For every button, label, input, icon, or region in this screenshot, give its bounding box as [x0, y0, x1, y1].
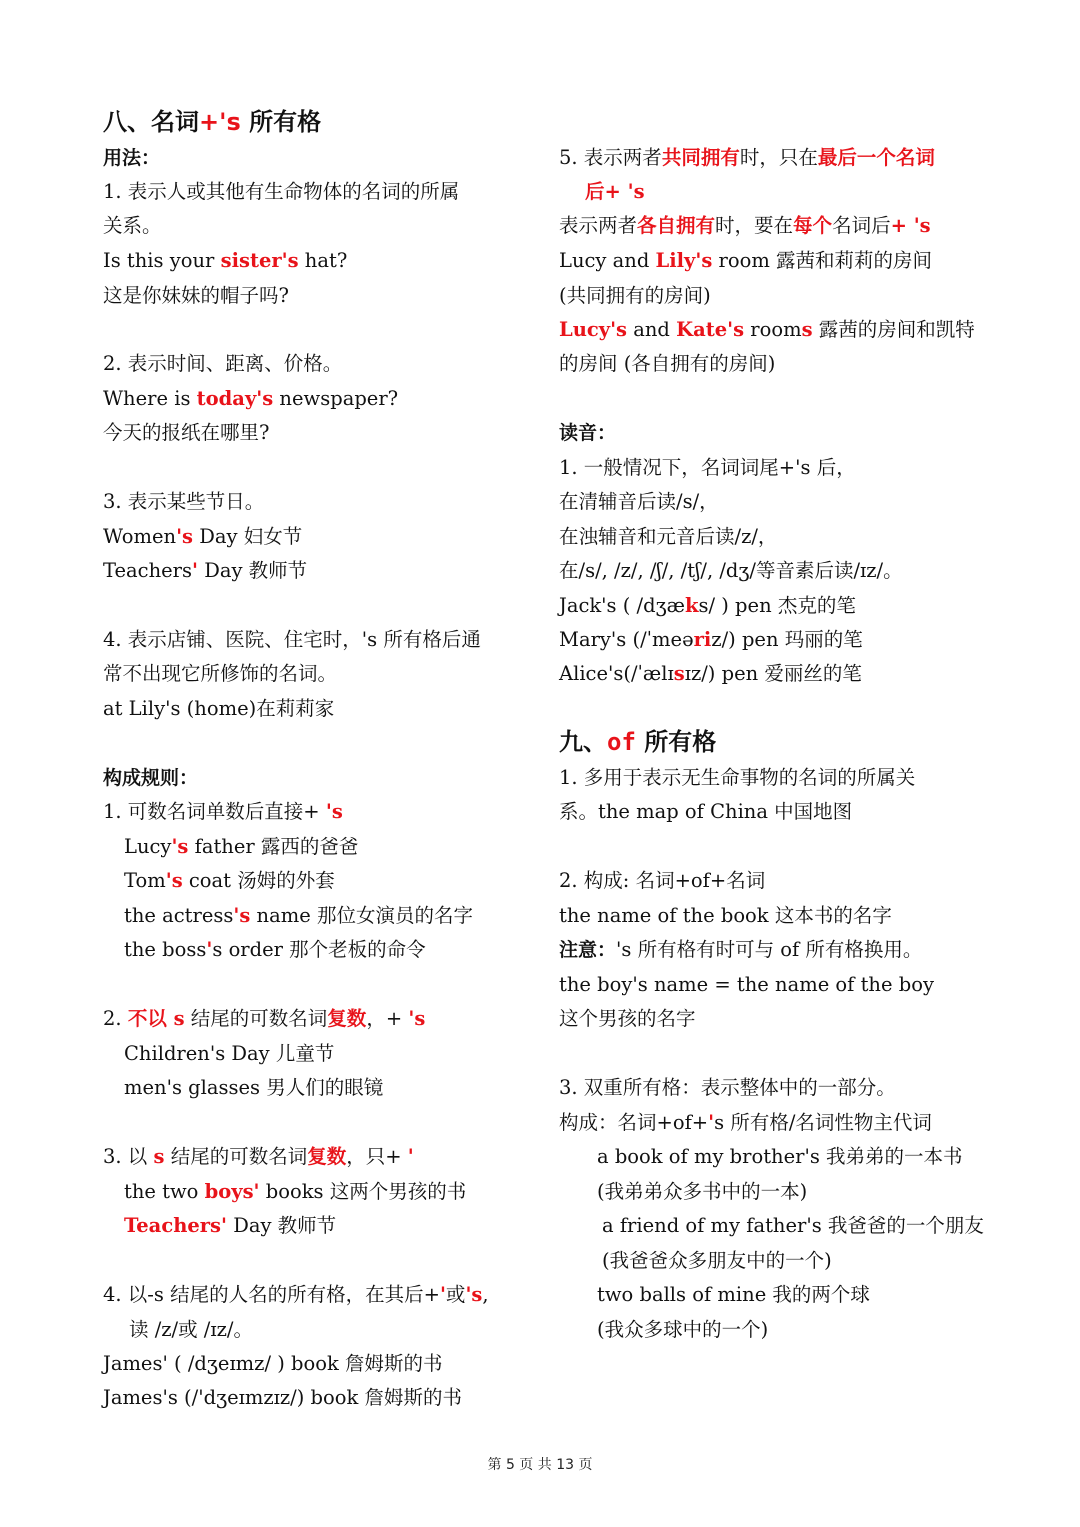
- usage-5-line-b: 后+ 's: [585, 180, 645, 203]
- pron-example-3: Alice's(/ˈælɪsɪz/) pen 爱丽丝的笔: [559, 662, 862, 685]
- usage-1-translation: 这是你妹妹的帽子吗?: [103, 284, 289, 307]
- usage-1-line-a: 1. 表示人或其他有生命物体的名词的所属: [103, 180, 460, 203]
- of-3-example-1-note: (我弟弟众多书中的一本): [597, 1180, 808, 1203]
- usage-label: 用法：: [103, 147, 161, 169]
- of-1-line-b: 系。the map of China 中国地图: [559, 800, 853, 823]
- usage-5-line-a: 5. 表示两者共同拥有时，只在最后一个名词: [559, 146, 935, 169]
- rule-3: 3. 以 s 结尾的可数名词复数，只+ ': [103, 1145, 414, 1168]
- rule-1-example-3: the actress's name 那位女演员的名字: [124, 904, 473, 927]
- of-3-example-2-note: (我爸爸众多朋友中的一个): [602, 1249, 832, 1272]
- of-3-example-2: a friend of my father's 我爸爸的一个朋友: [602, 1214, 984, 1237]
- of-2-example-2: the boy's name = the name of the boy: [559, 973, 934, 996]
- pron-3: 在浊辅音和元音后读/z/，: [559, 525, 778, 548]
- rule-1-example-1: Lucy's father 露西的爸爸: [124, 835, 359, 858]
- usage-5-example-1-note: (共同拥有的房间): [559, 284, 711, 307]
- usage-1-line-b: 关系。: [103, 214, 162, 237]
- usage-5-line-c: 表示两者各自拥有时，要在每个名词后+ 's: [559, 214, 931, 237]
- section-heading-9: 九、of 所有格: [559, 728, 717, 756]
- usage-4-line-a: 4. 表示店铺、医院、住宅时，'s 所有格后通: [103, 628, 481, 651]
- pron-1: 1. 一般情况下，名词词尾+'s 后，: [559, 456, 856, 479]
- of-3: 3. 双重所有格：表示整体中的一部分。: [559, 1076, 896, 1099]
- rule-1: 1. 可数名词单数后直接+ 's: [103, 800, 343, 823]
- rule-3-example-2: Teachers' Day 教师节: [124, 1214, 337, 1237]
- of-3-example-3-note: (我众多球中的一个): [597, 1318, 769, 1341]
- rule-3-example-1: the two boys' books 这两个男孩的书: [124, 1180, 467, 1203]
- rule-4-example-2: James's (/'dʒeɪmzɪz/) book 詹姆斯的书: [103, 1386, 462, 1409]
- usage-3-example-2: Teachers' Day 教师节: [103, 559, 308, 582]
- rule-2-example-2: men's glasses 男人们的眼镜: [124, 1076, 384, 1099]
- rule-1-example-2: Tom's coat 汤姆的外套: [124, 869, 335, 892]
- rule-1-example-4: the boss's order 那个老板的命令: [124, 938, 426, 961]
- pron-2: 在清辅音后读/s/，: [559, 490, 719, 513]
- pron-4: 在/s/, /z/, /ʃ/, /tʃ/, /dʒ/等音素后读/ɪz/。: [559, 559, 903, 582]
- rule-4-example-1: James' ( /dʒeɪmz/ ) book 詹姆斯的书: [103, 1352, 443, 1375]
- rule-4-line-b: 读 /z/或 /ɪz/。: [129, 1318, 253, 1341]
- usage-2: 2. 表示时间、距离、价格。: [103, 352, 343, 375]
- of-2-note: 注意：'s 所有格有时可与 of 所有格换用。: [559, 938, 923, 961]
- rule-2: 2. 不以 s 结尾的可数名词复数，+ 's: [103, 1007, 426, 1030]
- rule-4-line-a: 4. 以-s 结尾的人名的所有格，在其后+'或's,: [103, 1283, 489, 1306]
- usage-5-example-2-note: 的房间 (各自拥有的房间): [559, 352, 776, 375]
- of-3-example-1: a book of my brother's 我弟弟的一本书: [597, 1145, 963, 1168]
- usage-5-example-1: Lucy and Lily's room 露茜和莉莉的房间: [559, 249, 933, 272]
- rule-2-example-1: Children's Day 儿童节: [124, 1042, 335, 1065]
- usage-1-example: Is this your sister's hat?: [103, 249, 348, 272]
- usage-4-line-b: 常不出现它所修饰的名词。: [103, 662, 338, 685]
- usage-3: 3. 表示某些节日。: [103, 490, 265, 513]
- page-footer: 第 5 页 共 13 页: [487, 1457, 593, 1473]
- of-3-example-3: two balls of mine 我的两个球: [597, 1283, 870, 1306]
- of-2: 2. 构成: 名词+of+名词: [559, 869, 766, 892]
- of-2-example: the name of the book 这本书的名字: [559, 904, 892, 927]
- section-heading-8: 八、名词+'s 所有格: [103, 108, 322, 136]
- usage-5-example-2: Lucy's and Kate's rooms 露茜的房间和凯特: [559, 318, 975, 341]
- pron-example-1: Jack's ( /dʒæks/ ) pen 杰克的笔: [559, 594, 856, 617]
- usage-2-translation: 今天的报纸在哪里?: [103, 421, 270, 444]
- usage-2-example: Where is today's newspaper?: [103, 387, 399, 410]
- rules-label: 构成规则：: [103, 767, 199, 789]
- of-1-line-a: 1. 多用于表示无生命事物的名词的所属关: [559, 766, 916, 789]
- usage-3-example-1: Women's Day 妇女节: [103, 525, 303, 548]
- of-2-translation: 这个男孩的名字: [559, 1007, 696, 1030]
- usage-4-example: at Lily's (home)在莉莉家: [103, 697, 335, 720]
- pron-example-2: Mary's (/ˈmeəriz/) pen 玛丽的笔: [559, 628, 863, 651]
- pronunciation-label: 读音：: [559, 422, 617, 444]
- of-3-form: 构成：名词+of+'s 所有格/名词性物主代词: [559, 1111, 932, 1134]
